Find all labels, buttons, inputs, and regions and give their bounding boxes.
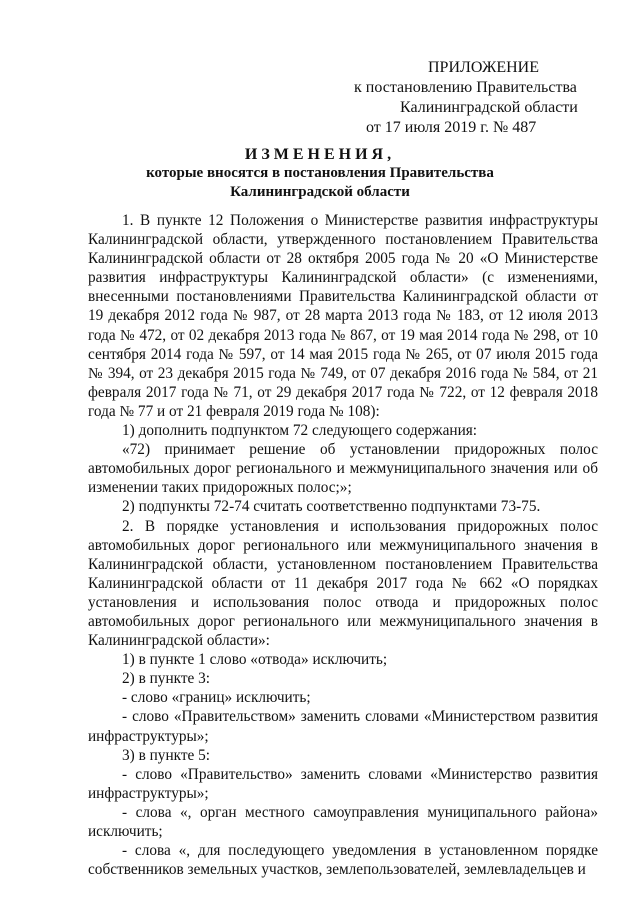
paragraph: 1. В пункте 12 Положения о Министерстве развития инфраструктуры Калининградской области, утвержденного постановлением Правительства Калининградской области от 28 октября 2005 года № 20 «О Министерстве развития инфраструктуры Калининградской области» (с изменениями, внесенными постановлениями Правительства Калининградской области от 19 декабря 2012 года № 987, от 28 марта 2013 года № 183, от 12 июля 2013 года № 472, от 02 декабря 2013 года № 867, от 19 мая 2014 года № 298, от 10 сентября 2014 года № 597, от 14 мая 2015 года № 265, от 07 июля 2015 года № 394, от 23 декабря 2015 года № 749, от 07 декабря 2016 года № 584, от 21 февраля 2017 года № 71, от 29 декабря 2017 года № 722, от 12 февраля 2018 года № 77 и от 21 февраля 2019 года № 108): xyxy=(88,212,598,420)
paragraph: 3) в пункте 5: xyxy=(122,746,211,764)
paragraph: 1) дополнить подпунктом 72 следующего содержания: xyxy=(122,422,478,440)
title-heading: ИЗМЕНЕНИЯ, xyxy=(244,146,396,163)
paragraph: - слова «, для последующего уведомления в установленном порядке собственников земельных участков, землепользователей, землевладельцев и xyxy=(88,842,598,879)
paragraph: - слово «Правительство» заменить словами «Министерство развития инфраструктуры»; xyxy=(88,765,598,802)
appendix-to-resolution: к постановлению Правительства xyxy=(354,79,577,96)
title-line-2: Калининградской области xyxy=(230,184,410,200)
paragraph: - слово «границ» исключить; xyxy=(122,689,311,707)
appendix-label: ПРИЛОЖЕНИЕ xyxy=(428,59,540,76)
appendix-date-number: от 17 июля 2019 г. № 487 xyxy=(366,119,537,136)
appendix-header xyxy=(340,58,580,138)
paragraph: 1) в пункте 1 слово «отвода» исключить; xyxy=(122,651,388,669)
paragraph: - слово «Правительством» заменить словами «Министерством развития инфраструктуры»; xyxy=(88,708,598,745)
paragraph: 2. В порядке установления и использования придорожных полос автомобильных дорог регионального или межмуниципального значения в Калининградской области, установленном постановлением Правительства Калининградской области от 11 декабря 2017 года № 662 «О порядках установления и использования полос отвода и придорожных полос автомобильных дорог регионального или межмуниципального значения в Калининградской области»: xyxy=(88,517,598,650)
document-title xyxy=(90,145,550,202)
appendix-region: Калининградской области xyxy=(400,99,578,116)
document-body xyxy=(88,211,598,879)
paragraph: 2) подпункты 72-74 считать соответственно подпунктами 73-75. xyxy=(122,498,541,516)
paragraph: 2) в пункте 3: xyxy=(122,670,211,688)
paragraph: - слова «, орган местного самоуправления муниципального района» исключить; xyxy=(88,803,598,840)
paragraph: «72) принимает решение об установлении придорожных полос автомобильных дорог регионального и межмуниципального значения или об изменении таких придорожных полос;»; xyxy=(88,441,598,497)
title-line-1: которые вносятся в постановления Правительства xyxy=(146,165,494,181)
